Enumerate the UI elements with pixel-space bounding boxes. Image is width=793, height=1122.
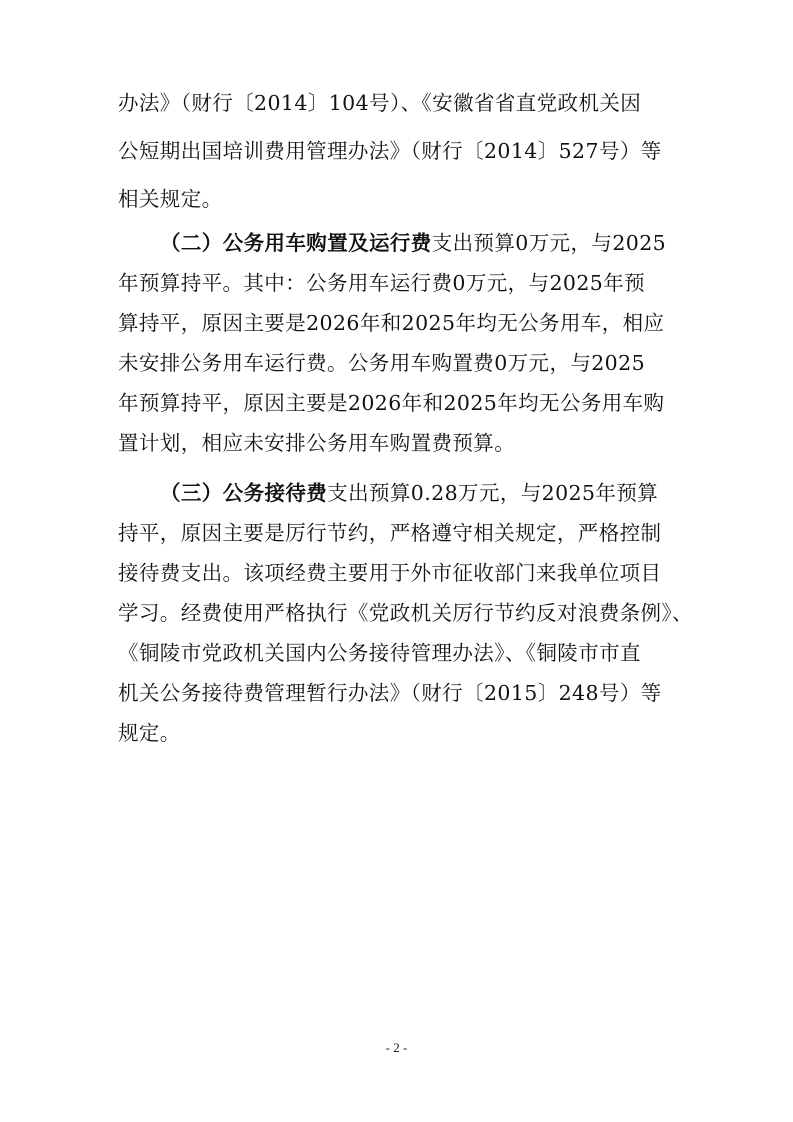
page-number: - 2 - <box>385 1040 408 1055</box>
para3-line-5: 《铜陵市党政机关国内公务接待管理办法》、《铜陵市市直 <box>118 641 641 665</box>
para3-line-6: 机关公务接待费管理暂行办法》（财行〔2015〕248号）等 <box>118 681 662 705</box>
para2-line-6: 置计划，相应未安排公务用车购置费预算。 <box>118 431 516 455</box>
para2-line-2: 年预算持平。其中：公务用车运行费0万元，与2025年预 <box>118 271 646 295</box>
para3-line-4: 学习。经费使用严格执行《党政机关厉行节约反对浪费条例》、 <box>118 601 693 625</box>
para2-line-3: 算持平，原因主要是2026年和2025年均无公务用车，相应 <box>118 311 665 335</box>
para1-line-3: 相关规定。 <box>118 187 223 211</box>
para3-line-3: 接待费支出。该项经费主要用于外市征收部门来我单位项目 <box>118 561 662 585</box>
para3-heading: （三）公务接待费 <box>160 481 328 505</box>
para2-first-line-text: 支出预算0万元，与2025 <box>431 231 667 255</box>
para2-line-5: 年预算持平，原因主要是2026年和2025年均无公务用车购 <box>118 391 665 415</box>
para1-line-1: 办法》（财行〔2014〕104号）、《安徽省省直党政机关因 <box>118 91 642 115</box>
para3-first-line <box>160 476 688 510</box>
para3-first-line-text: 支出预算0.28万元，与2025年预算 <box>327 481 659 505</box>
para1-line-2: 公短期出国培训费用管理办法》（财行〔2014〕527号）等 <box>118 139 662 163</box>
para2-first-line <box>160 226 688 260</box>
para2-heading: （二）公务用车购置及运行费 <box>160 231 432 255</box>
para3-line-2: 持平，原因主要是厉行节约，严格遵守相关规定，严格控制 <box>118 521 662 545</box>
para3-line-7: 规定。 <box>118 721 181 745</box>
para2-line-4: 未安排公务用车运行费。公务用车购置费0万元，与2025 <box>118 351 646 375</box>
